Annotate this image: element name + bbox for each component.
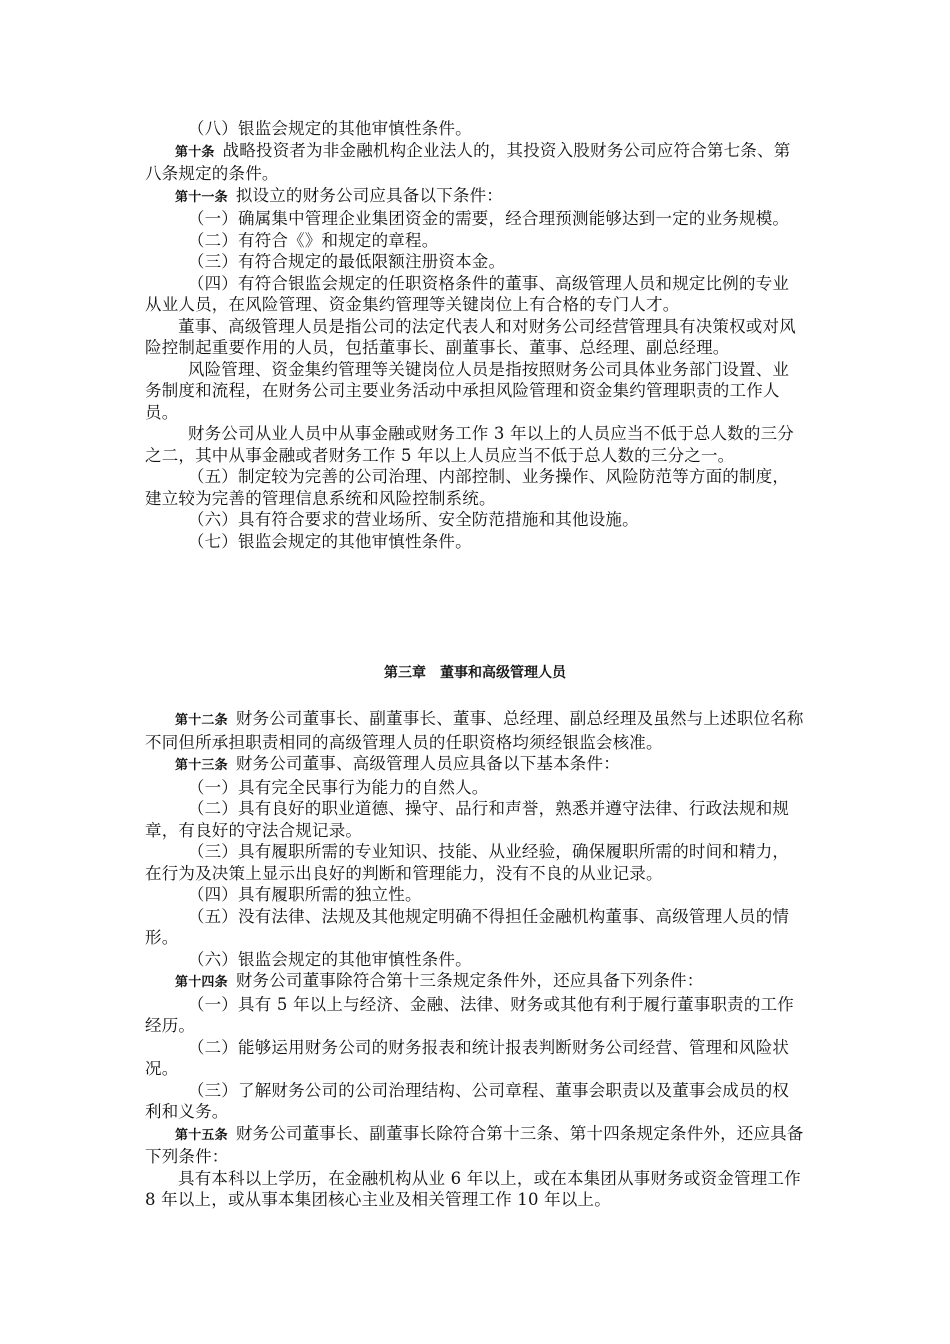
article-paragraph: [145, 1123, 805, 1168]
paragraph: （一）具有 5 年以上与经济、金融、法律、财务或其他有利于履行董事职责的工作经历。: [145, 994, 794, 1035]
article-paragraph: [145, 753, 805, 777]
paragraph: （三）了解财务公司的公司治理结构、公司章程、董事会职责以及董事会成员的权利和义务。: [145, 1080, 790, 1121]
paragraph: （一）确属集中管理企业集团资金的需要，经合理预测能够达到一定的业务规模。: [187, 209, 790, 228]
paragraph: （三）有符合规定的最低限额注册资本金。: [187, 252, 506, 271]
article-number: 第十条: [175, 144, 215, 160]
paragraph: 具有本科以上学历，在金融机构从业 6 年以上，或在本集团从事财务或资金管理工作 8 年以上，或从事本集团核心主业及相关管理工作 10 年以上。: [145, 1168, 801, 1209]
article-text: 战略投资者为非金融机构企业法人的，其投资入股财务公司应符合第七条、第八条规定的条件。: [145, 140, 791, 183]
section-block-1: [145, 118, 805, 552]
paragraph: （六）具有符合要求的营业场所、安全防范措施和其他设施。: [187, 510, 639, 529]
paragraph: （二）有符合《》和规定的章程。: [187, 230, 439, 250]
paragraph: 财务公司从业人员中从事金融或财务工作 3 年以上的人员应当不低于总人数的三分之二，其中从事金融或者财务工作 5 年以上人员应当不低于总人数的三分之一。: [145, 424, 794, 465]
article-number: 第十三条: [175, 758, 228, 773]
paragraph: （四）具有履职所需的独立性。: [187, 885, 422, 904]
paragraph: （五）制定较为完善的公司治理、内部控制、业务操作、风险防范等方面的制度，建立较为完善的管理信息系统和风险控制系统。: [145, 467, 790, 508]
paragraph: （七）银监会规定的其他审慎性条件。: [187, 531, 472, 551]
article-number: 第十二条: [175, 713, 228, 728]
section-block-2: [145, 708, 805, 1211]
article-paragraph: [145, 970, 805, 994]
article-text: 财务公司董事长、副董事长除符合第十三条、第十四条规定条件外，还应具备下列条件：: [145, 1123, 804, 1166]
paragraph: （一）具有完全民事行为能力的自然人。: [187, 777, 489, 797]
paragraph: 风险管理、资金集约管理等关键岗位人员是指按照财务公司具体业务部门设置、业务制度和流程，在财务公司主要业务活动中承担风险管理和资金集约管理职责的工作人员。: [145, 359, 790, 422]
paragraph: （四）有符合银监会规定的任职资格条件的董事、高级管理人员和规定比例的专业从业人员，在风险管理、资金集约管理等关键岗位上有合格的专门人才。: [145, 273, 790, 314]
paragraph: （二）能够运用财务公司的财务报表和统计报表判断财务公司经营、管理和风险状况。: [145, 1037, 790, 1078]
article-number: 第十四条: [175, 975, 228, 990]
article-paragraph: [145, 708, 805, 753]
article-paragraph: [145, 140, 805, 185]
article-text: 财务公司董事除符合第十三条规定条件外，还应具备下列条件：: [235, 971, 704, 990]
article-number: 第十五条: [175, 1127, 228, 1143]
article-paragraph: [145, 185, 805, 209]
paragraph: （六）银监会规定的其他审慎性条件。: [187, 949, 472, 969]
chapter-heading: 第三章 董事和高级管理人员: [384, 665, 566, 681]
paragraph: （五）没有法律、法规及其他规定明确不得担任金融机构董事、高级管理人员的情形。: [145, 906, 790, 947]
paragraph: （三）具有履职所需的专业知识、技能、从业经验，确保履职所需的时间和精力，在行为及决策上显示出良好的判断和管理能力，没有不良的从业记录。: [145, 842, 790, 883]
article-text: 财务公司董事长、副董事长、董事、总经理、副总经理及虽然与上述职位名称不同但所承担职责相同的高级管理人员的任职资格均须经银监会核准。: [145, 709, 804, 752]
article-number: 第十一条: [175, 189, 228, 205]
paragraph: 董事、高级管理人员是指公司的法定代表人和对财务公司经营管理具有决策权或对风险控制起重要作用的人员，包括董事长、副董事长、董事、总经理、副总经理。: [145, 316, 796, 357]
article-text: 拟设立的财务公司应具备以下条件：: [235, 185, 504, 205]
paragraph: （八）银监会规定的其他审慎性条件。: [187, 119, 472, 138]
paragraph: （二）具有良好的职业道德、操守、品行和声誉，熟悉并遵守法律、行政法规和规章，有良好的守法合规记录。: [145, 799, 790, 840]
article-text: 财务公司董事、高级管理人员应具备以下基本条件：: [235, 754, 620, 773]
